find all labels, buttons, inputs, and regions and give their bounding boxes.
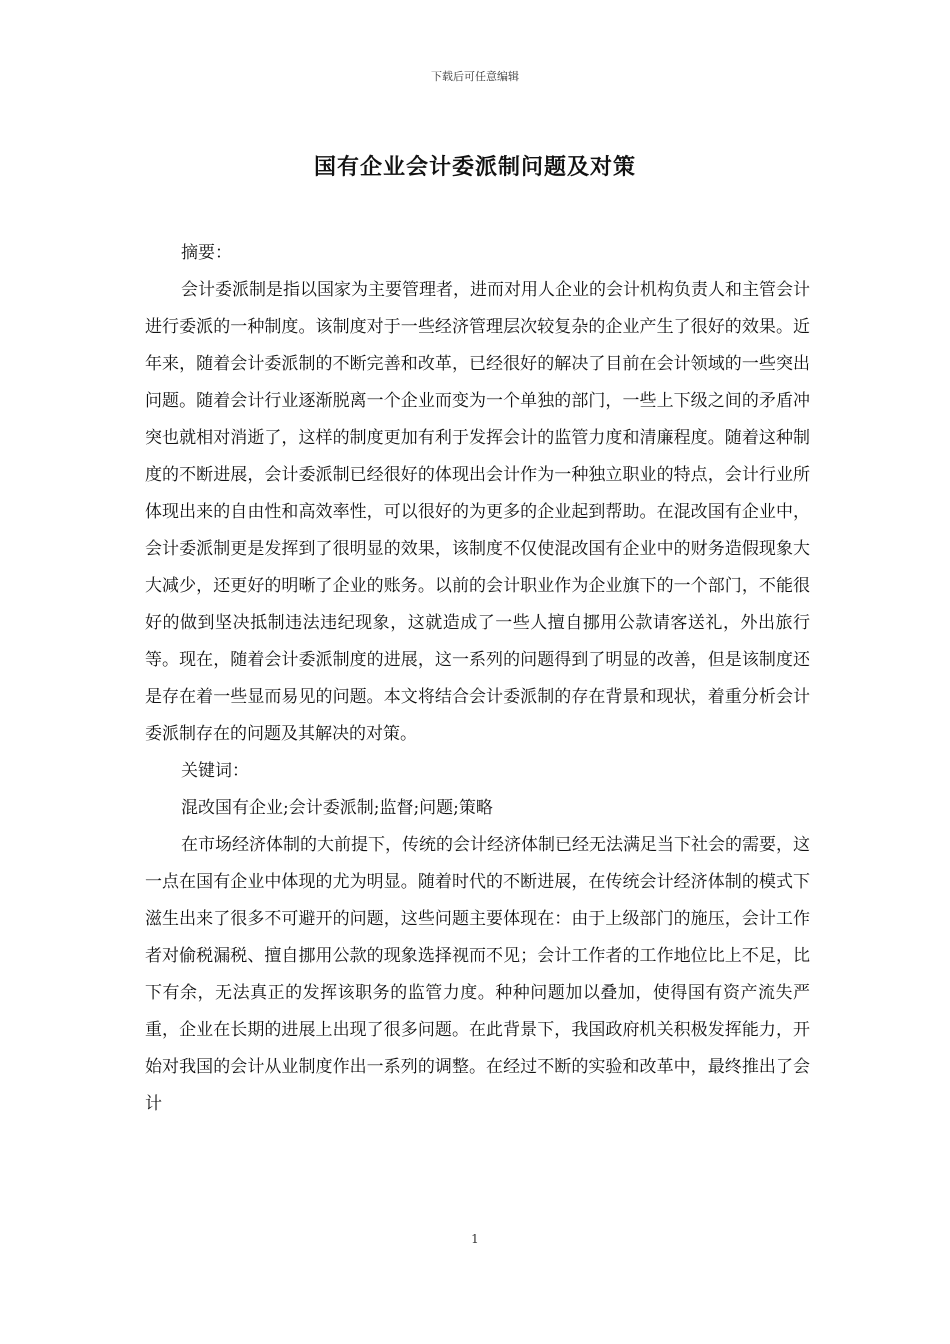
- intro-paragraph: 在市场经济体制的大前提下，传统的会计经济体制已经无法满足当下社会的需要，这一点在国有企业中体现的尤为明显。随着时代的不断进展，在传统会计经济体制的模式下滋生出来了很多不可避开的问题，这些问题主要体现在：由于上级部门的施压，会计工作者对偷税漏税、擅自挪用公款的现象选择视而不见；会计工作者的工作地位比上不足，比下有余，无法真正的发挥该职务的监管力度。种种问题加以叠加，使得国有资产流失严重，企业在长期的进展上出现了很多问题。在此背景下，我国政府机关积极发挥能力，开始对我国的会计从业制度作出一系列的调整。在经过不断的实验和改革中，最终推出了会计: [145, 835, 810, 1114]
- document-body: [145, 235, 810, 1123]
- keywords-list: 混改国有企业;会计委派制;监督;问题;策略: [181, 798, 493, 818]
- page-number: 1: [471, 1232, 479, 1246]
- page-header-note: 下载后可任意编辑: [431, 70, 519, 83]
- keywords-label: 关键词：: [181, 761, 249, 781]
- document-title: 国有企业会计委派制问题及对策: [313, 154, 636, 180]
- abstract-label: 摘要：: [181, 243, 232, 263]
- abstract-paragraph: 会计委派制是指以国家为主要管理者，进而对用人企业的会计机构负责人和主管会计进行委派的一种制度。该制度对于一些经济管理层次较复杂的企业产生了很好的效果。近年来，随着会计委派制的不断完善和改革，已经很好的解决了目前在会计领域的一些突出问题。随着会计行业逐渐脱离一个企业而变为一个单独的部门，一些上下级之间的矛盾冲突也就相对消逝了，这样的制度更加有利于发挥会计的监管力度和清廉程度。随着这种制度的不断进展，会计委派制已经很好的体现出会计作为一种独立职业的特点，会计行业所体现出来的自由性和高效率性，可以很好的为更多的企业起到帮助。在混改国有企业中，会计委派制更是发挥到了很明显的效果，该制度不仅使混改国有企业中的财务造假现象大大减少，还更好的明晰了企业的账务。以前的会计职业作为企业旗下的一个部门，不能很好的做到坚决抵制违法违纪现象，这就造成了一些人擅自挪用公款请客送礼，外出旅行等。现在，随着会计委派制度的进展，这一系列的问题得到了明显的改善，但是该制度还是存在着一些显而易见的问题。本文将结合会计委派制的存在背景和现状，着重分析会计委派制存在的问题及其解决的对策。: [145, 280, 810, 744]
